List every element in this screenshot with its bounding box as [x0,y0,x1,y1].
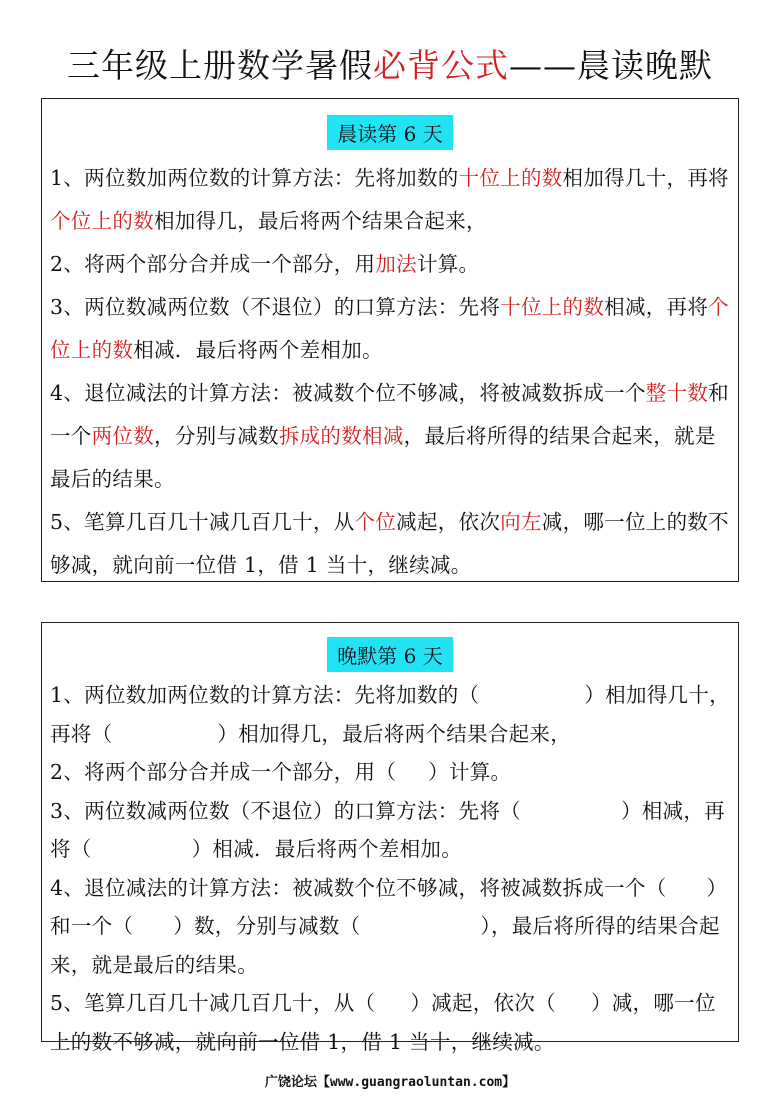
morning-item-5: 5、笔算几百几十减几百几十，从个位减起，依次向左减，哪一位上的数不够减，就向前一位借 1，借 1 当十，继续减。 [50,510,729,577]
morning-item-4: 4、退位减法的计算方法：被减数个位不够减，将被减数拆成一个整十数和一个两位数，分别与减数拆成的数相减，最后将所得的结果合起来，就是最后的结果。 [50,381,729,491]
morning-reading-box [41,98,739,582]
morning-item-3: 3、两位数减两位数（不退位）的口算方法：先将十位上的数相减，再将个位上的数相减．最后将两个差相加。 [50,295,729,362]
title-highlight: 必背公式 [373,46,509,85]
footer-source: 广饶论坛【www.guangraoluntan.com】 [264,1075,516,1090]
evening-dictation-box [41,622,739,1054]
evening-item-4: 4、退位减法的计算方法：被减数个位不够减，将被减数拆成一个（ ）和一个（ ）数，分别与减数（ ），最后将所得的结果合起来，就是最后的结果。 [50,875,728,977]
page-title [0,40,780,87]
evening-item-3: 3、两位数减两位数（不退位）的口算方法：先将（ ）相减，再将（ ）相减．最后将两个差相加。 [50,798,725,861]
morning-item-1: 1、两位数加两位数的计算方法：先将加数的十位上的数相加得几十，再将个位上的数相加得几，最后将两个结果合起来， [50,166,729,233]
evening-item-2: 2、将两个部分合并成一个部分，用（ ）计算。 [50,760,512,784]
title-suffix: ——晨读晚默 [509,46,713,85]
evening-item-1: 1、两位数加两位数的计算方法：先将加数的（ ）相加得几十，再将（ ）相加得几，最后将两个结果合起来， [50,683,730,746]
evening-heading: 晚默第 6 天 [327,637,452,672]
morning-heading: 晨读第 6 天 [327,115,452,150]
title-text: 三年级上册数学暑假 [67,46,373,85]
evening-item-5: 5、笔算几百几十减几百几十，从（ ）减起，依次（ ）减，哪一位上的数不够减，就向前一位借 1，借 1 当十，继续减。 [50,991,716,1054]
morning-item-2: 2、将两个部分合并成一个部分，用加法计算。 [50,252,480,276]
